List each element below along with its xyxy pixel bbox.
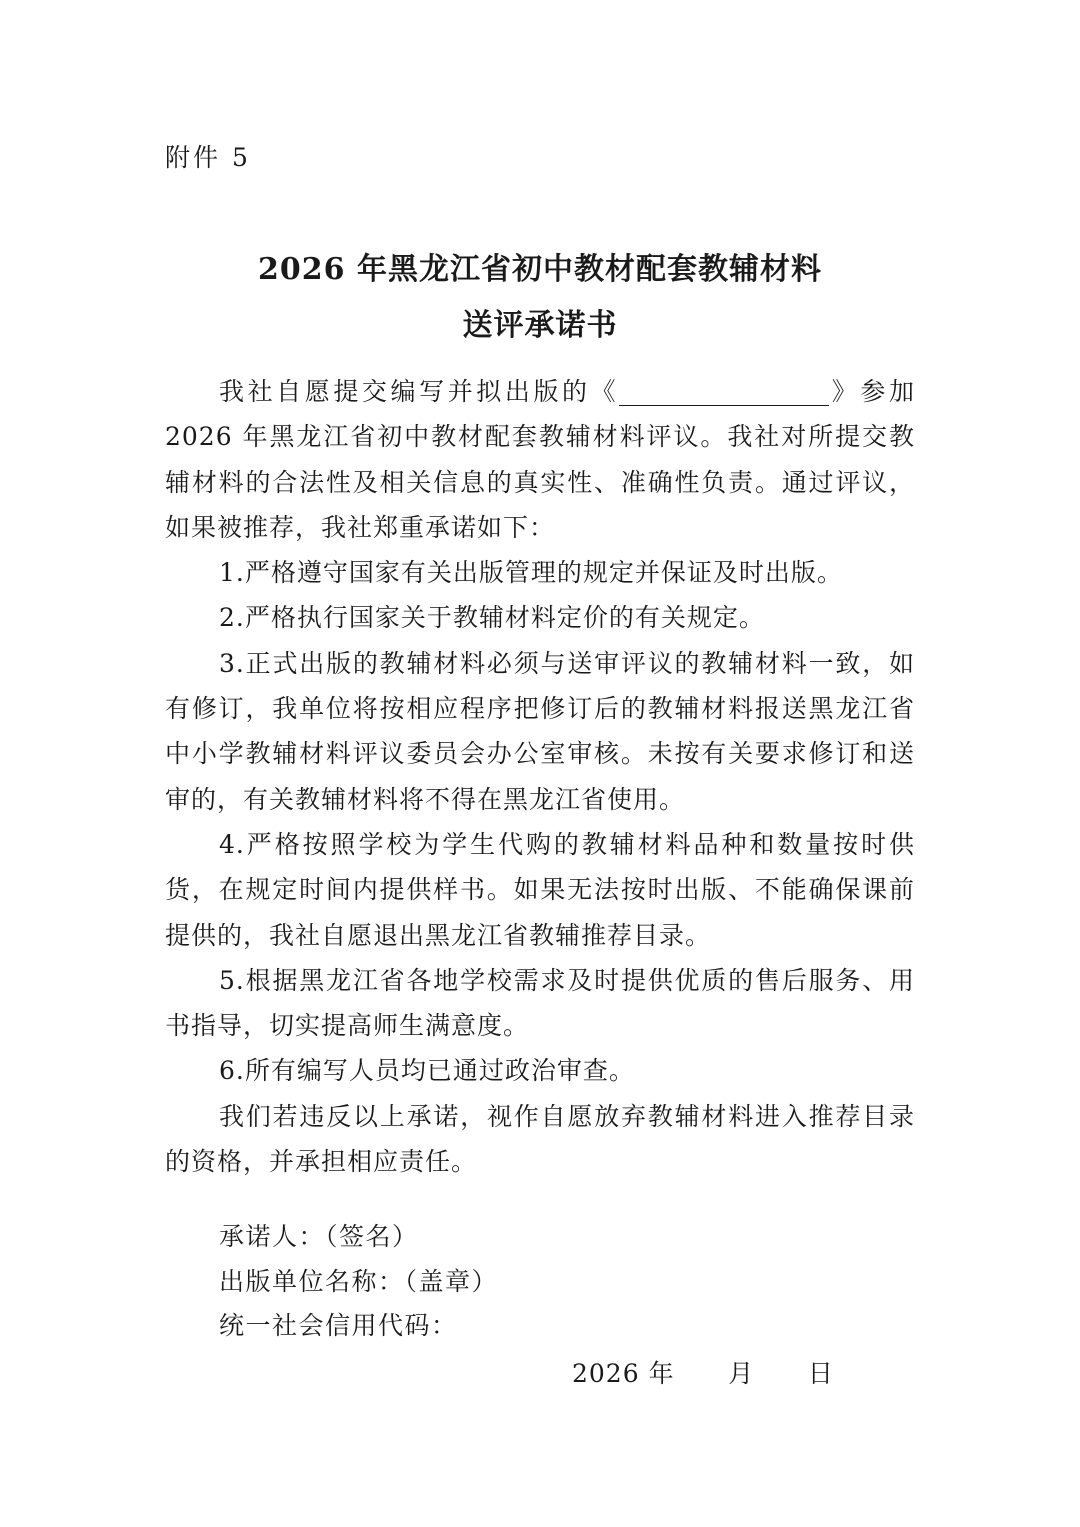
document-title-line2: 送评承诺书 [462,308,618,343]
intro-prefix: 我社自愿提交编写并拟出版的《 [219,377,620,406]
publisher-seal-line: 出版单位名称：（盖章） [219,1267,499,1296]
book-title-blank [619,379,829,406]
document-body [165,369,915,1184]
document-title-line1: 2026 年黑龙江省初中教材配套教辅材料 [258,252,822,287]
credit-code-line: 统一社会信用代码： [219,1311,458,1340]
commitment-item-1: 1.严格遵守国家有关出版管理的规定并保证及时出版。 [219,558,843,588]
intro-paragraph [165,369,915,550]
commitment-item-6: 6.所有编写人员均已通过政治审查。 [219,1056,635,1086]
date-line: 2026 年 月 日 [572,1359,834,1388]
commitment-item-3: 3.正式出版的教辅材料必须与送审评议的教辅材料一致，如有修订，我单位将按相应程序把修订后的教辅材料报送黑龙江省中小学教辅材料评议委员会办公室审核。未按有关要求修订和送审的，有关教辅材料将不得在黑龙江省使用。 [165,648,915,814]
commitment-item-2: 2.严格执行国家关于教辅材料定价的有关规定。 [219,603,765,633]
commitment-item-4: 4.严格按照学校为学生代购的教辅材料品种和数量按时供货，在规定时间内提供样书。如果无法按时出版、不能确保课前提供的，我社自愿退出黑龙江省教辅推荐目录。 [165,829,915,950]
attachment-label: 附件 5 [165,143,251,172]
commitment-item-5: 5.根据黑龙江省各地学校需求及时提供优质的售后服务、用书指导，切实提高师生满意度。 [165,965,915,1041]
promisor-signature-line: 承诺人：（签名） [219,1222,419,1251]
closing-paragraph: 我们若违反以上承诺，视作自愿放弃教辅材料进入推荐目录的资格，并承担相应责任。 [165,1101,915,1177]
intro-suffix: 》参加 2026 年黑龙江省初中教材配套教辅材料评议。我社对所提交教辅材料的合法性及相关信息的真实性、准确性负责。通过评议，如果被推荐，我社郑重承诺如下： [165,377,915,542]
